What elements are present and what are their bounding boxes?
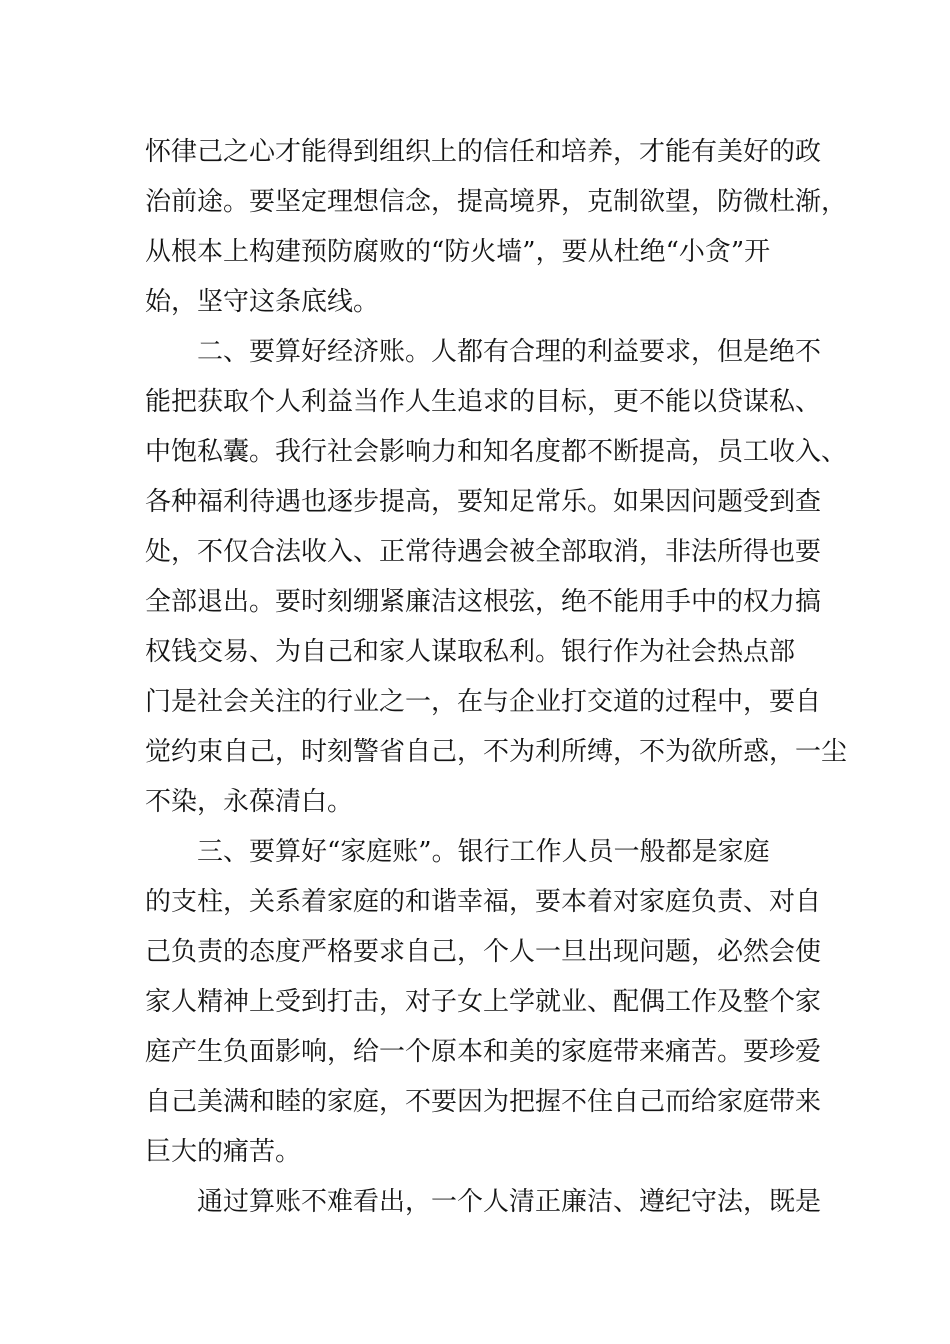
text-line: 门是社会关注的行业之一，在与企业打交道的过程中，要自 <box>145 687 822 717</box>
text-line: 治前途。要坚定理想信念，提高境界，克制欲望，防微杜渐， <box>145 187 848 217</box>
text-line: 己负责的态度严格要求自己，个人一旦出现问题，必然会使 <box>145 937 822 967</box>
paragraph-start-line: 通过算账不难看出，一个人清正廉洁、遵纪守法，既是 <box>197 1187 822 1217</box>
text-line: 的支柱，关系着家庭的和谐幸福，要本着对家庭负责、对自 <box>145 887 822 917</box>
text-line: 权钱交易、为自己和家人谋取私利。银行作为社会热点部 <box>145 637 796 667</box>
text-line: 怀律己之心才能得到组织上的信任和培养，才能有美好的政 <box>145 137 822 167</box>
body-text <box>145 127 848 1227</box>
text-line: 中饱私囊。我行社会影响力和知名度都不断提高，员工收入、 <box>145 437 848 467</box>
text-line: 自己美满和睦的家庭，不要因为把握不住自己而给家庭带来 <box>145 1087 822 1117</box>
text-line: 不染，永葆清白。 <box>145 787 354 817</box>
paragraph-start-line: 二、要算好经济账。人都有合理的利益要求，但是绝不 <box>197 337 822 367</box>
text-line: 觉约束自己，时刻警省自己，不为利所缚，不为欲所惑，一尘 <box>145 737 848 767</box>
text-line: 庭产生负面影响，给一个原本和美的家庭带来痛苦。要珍爱 <box>145 1037 822 1067</box>
paragraph-start-line: 三、要算好“家庭账”。银行工作人员一般都是家庭 <box>197 837 770 867</box>
text-line: 从根本上构建预防腐败的“防火墙”，要从杜绝“小贪”开 <box>145 237 771 267</box>
text-line: 处，不仅合法收入、正常待遇会被全部取消，非法所得也要 <box>145 537 822 567</box>
text-line: 始，坚守这条底线。 <box>145 287 380 317</box>
text-line: 能把获取个人利益当作人生追求的目标，更不能以贷谋私、 <box>145 387 822 417</box>
text-line: 巨大的痛苦。 <box>145 1137 302 1167</box>
text-line: 全部退出。要时刻绷紧廉洁这根弦，绝不能用手中的权力搞 <box>145 587 822 617</box>
text-line: 家人精神上受到打击，对子女上学就业、配偶工作及整个家 <box>145 987 822 1017</box>
text-line: 各种福利待遇也逐步提高，要知足常乐。如果因问题受到查 <box>145 487 822 517</box>
